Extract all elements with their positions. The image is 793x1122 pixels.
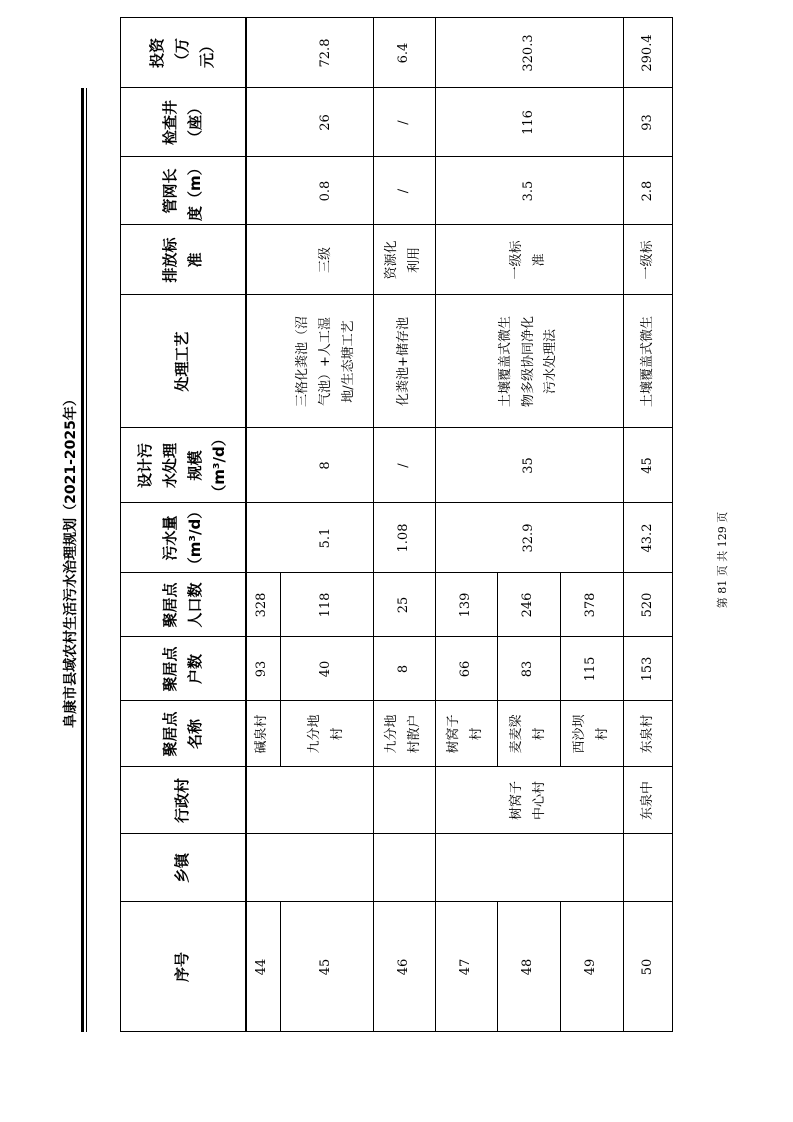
row50-process: 土壤覆盖式微生 (639, 316, 655, 408)
row46-sewage: 1.08 (395, 523, 411, 553)
header-settlement: 聚居点 名称 (160, 711, 204, 757)
grid-line-v (120, 17, 673, 18)
row48-population: 246 (520, 592, 536, 618)
header-scale: 设计污 水处理 规模 （m³/d） (136, 431, 229, 500)
header-sewage: 污水量 （m³/d） (160, 503, 204, 573)
row46-scale: / (395, 463, 411, 468)
data-table (120, 34, 673, 1032)
row46-population: 25 (395, 596, 411, 614)
grid-line-v (120, 766, 673, 767)
row48-standard: 一级标 准 (509, 240, 547, 280)
row48-wells: 116 (520, 110, 536, 135)
row45-scale: 8 (318, 461, 334, 470)
grid-line-h (120, 18, 121, 1032)
header-rule-thin (86, 88, 87, 1032)
grid-line-v (120, 502, 673, 503)
row44-households: 93 (254, 660, 270, 678)
grid-line-v (120, 1031, 673, 1032)
document-title: 阜康市县域农村生活污水治理规划（2021-2025年） (63, 392, 79, 728)
row50-sewage: 43.2 (639, 523, 655, 553)
grid-line-h (280, 573, 281, 767)
row48-village: 树窝子 中心村 (509, 781, 547, 821)
grid-line-h (497, 902, 498, 1032)
row50-settlement: 东泉村 (639, 714, 655, 754)
row44-seq: 44 (254, 958, 270, 976)
header-rule-thick (81, 88, 84, 1032)
row50-village: 东泉中 (639, 781, 655, 821)
row45-invest: 72.8 (318, 38, 334, 68)
grid-line-v (120, 636, 673, 637)
grid-line-v (120, 901, 673, 902)
header-population: 聚居点 人口数 (160, 582, 204, 628)
row46-wells: / (395, 120, 411, 125)
row50-wells: 93 (639, 114, 655, 131)
grid-line-h (246, 18, 247, 1032)
row48-settlement: 麦麦梁 村 (508, 714, 547, 754)
row45-wells: 26 (318, 114, 334, 131)
grid-line-h (280, 902, 281, 1032)
grid-line-h (435, 18, 436, 1032)
row48-scale: 35 (520, 457, 536, 474)
grid-line-v (120, 427, 673, 428)
header-households: 聚居点 户数 (160, 646, 204, 692)
row48-process: 土壤覆盖式微生 物多级协同净化 污水处理法 (497, 316, 559, 408)
row49-seq: 49 (583, 958, 599, 976)
row46-invest: 6.4 (395, 42, 411, 64)
header-wells: 检查井 （座） (160, 100, 204, 146)
row48-households: 83 (520, 660, 536, 678)
row47-households: 66 (457, 660, 473, 678)
row50-standard: 一级标 (639, 240, 655, 280)
row47-settlement: 树窝子 村 (446, 714, 484, 754)
row45-pipe: 0.8 (318, 180, 334, 202)
row50-scale: 45 (639, 457, 655, 474)
row48-sewage: 32.9 (520, 523, 536, 553)
row45-sewage: 5.1 (318, 527, 334, 549)
grid-line-v (120, 572, 673, 573)
row45-settlement: 九分地 村 (306, 714, 345, 754)
row50-population: 520 (639, 592, 655, 618)
row46-pipe: / (395, 188, 411, 194)
grid-line-v (120, 156, 673, 157)
grid-line-v (120, 294, 673, 295)
row48-pipe: 3.5 (520, 180, 536, 202)
header-town: 乡镇 (173, 853, 192, 884)
header-village: 行政村 (173, 778, 192, 824)
row49-households: 115 (583, 656, 599, 682)
row46-standard: 资源化 利用 (384, 240, 422, 280)
row48-invest: 320.3 (520, 34, 536, 72)
header-process: 处理工艺 (173, 331, 192, 392)
grid-line-v (120, 87, 673, 88)
row46-households: 8 (395, 664, 411, 674)
grid-line-h (623, 18, 624, 1032)
grid-line-h (373, 18, 374, 1032)
grid-line-h (497, 573, 498, 767)
row50-households: 153 (639, 656, 655, 682)
grid-line-v (120, 224, 673, 225)
grid-line-h (672, 18, 673, 1032)
row50-invest: 290.4 (639, 34, 655, 72)
grid-line-h (560, 573, 561, 767)
header-invest: 投资 （万 元） (148, 38, 216, 69)
row48-seq: 48 (520, 958, 536, 976)
row44-population: 328 (254, 592, 270, 618)
row47-population: 139 (457, 592, 473, 618)
grid-line-v (120, 700, 673, 701)
row45-standard: 三级 (318, 247, 334, 274)
grid-line-h (560, 902, 561, 1032)
row46-settlement: 九分地 村散户 (384, 714, 422, 754)
row50-pipe: 2.8 (639, 180, 655, 202)
row46-process: 化粪池+储存池 (395, 317, 411, 406)
grid-line-v (120, 833, 673, 834)
row49-population: 378 (583, 592, 599, 618)
row46-seq: 46 (395, 958, 411, 976)
row45-population: 118 (318, 592, 334, 618)
row45-process: 三格化粪池（沼 气池）+人工湿 地/生态塘工艺 (295, 316, 356, 408)
row44-settlement: 碱泉村 (254, 714, 270, 754)
header-seq: 序号 (173, 952, 192, 983)
row45-households: 40 (318, 660, 334, 678)
row50-seq: 50 (639, 958, 655, 976)
row47-seq: 47 (457, 958, 473, 976)
page-footer: 第 81 页 共 129 页 (716, 511, 729, 609)
row49-settlement: 西沙坝 村 (571, 714, 610, 754)
header-standard: 排放标 准 (160, 237, 204, 283)
row45-seq: 45 (318, 958, 334, 976)
header-pipe: 管网长 度（m） (160, 160, 204, 221)
